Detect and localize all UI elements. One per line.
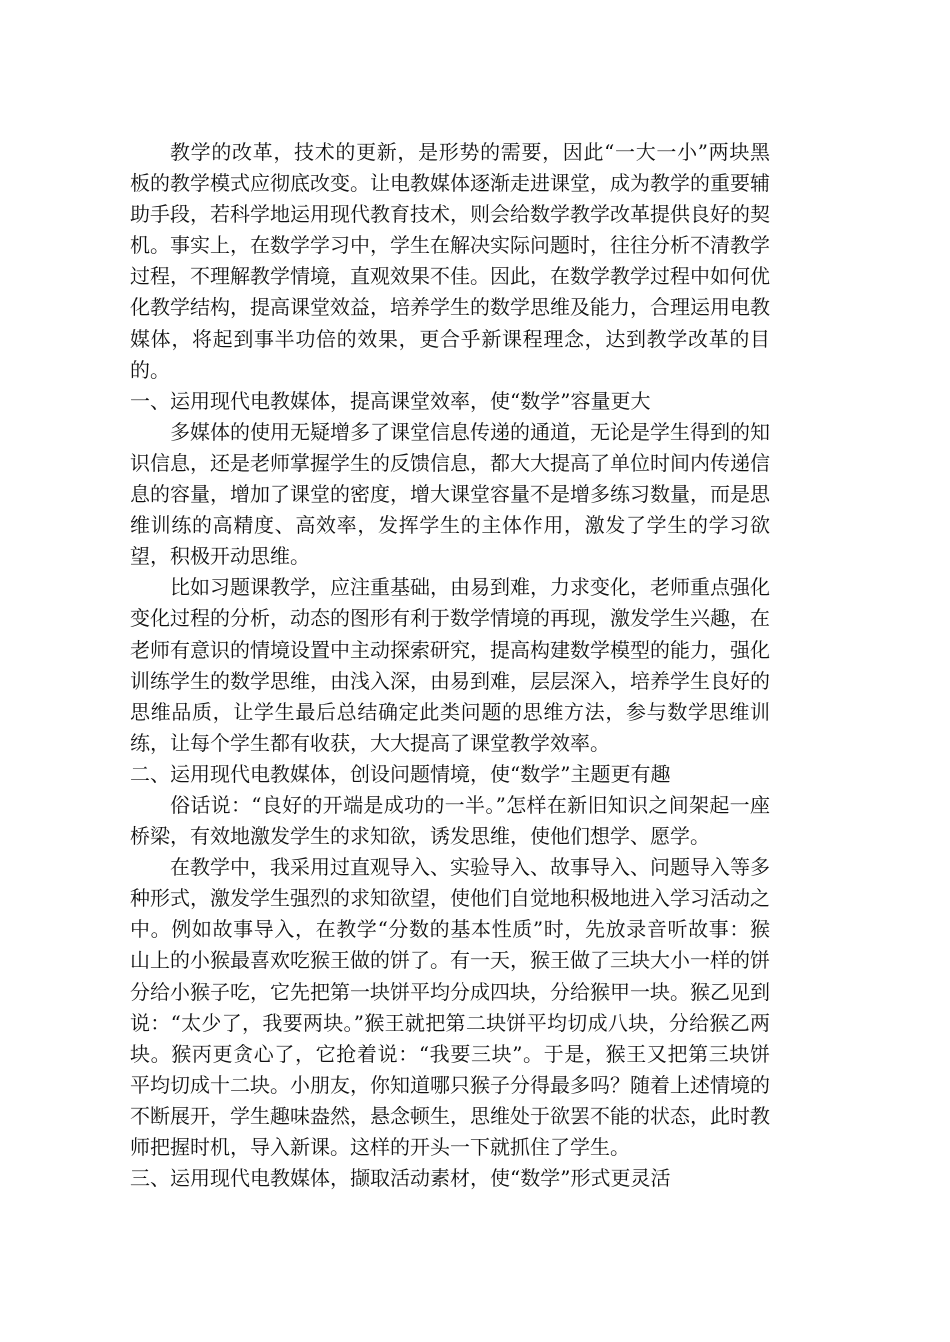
section-heading-3: 三、运用现代电教媒体，撷取活动素材，使“数学”形式更灵活 — [130, 1166, 671, 1191]
document-body — [130, 137, 770, 1194]
section-heading-2: 二、运用现代电教媒体，创设问题情境，使“数学”主题更有趣 — [130, 761, 671, 786]
paragraph-intro: 教学的改革，技术的更新，是形势的需要，因此“一大一小”两块黑板的教学模式应彻底改变。让电教媒体逐渐走进课堂，成为教学的重要辅助手段，若科学地运用现代教育技术，则会给数学教学改革提供良好的契机。事实上，在数学学习中，学生在解决实际问题时，往往分析不清教学过程，不理解教学情境，直观效果不佳。因此，在数学教学过程中如何优化教学结构，提高课堂效益，培养学生的数学思维及能力，合理运用电教媒体，将起到事半功倍的效果，更合乎新课程理念，达到教学改革的目的。 — [130, 140, 770, 382]
paragraph-section-2-b: 在教学中，我采用过直观导入、实验导入、故事导入、问题导入等多种形式，激发学生强烈的求知欲望，使他们自觉地积极地进入学习活动之中。例如故事导入，在教学“分数的基本性质”时，先放录音听故事：猴山上的小猴最喜欢吃猴王做的饼了。有一天，猴王做了三块大小一样的饼分给小猴子吃，它先把第一块饼平均分成四块，分给猴甲一块。猴乙见到说：“太少了，我要两块。”猴王就把第二块饼平均切成八块，分给猴乙两块。猴丙更贪心了，它抢着说：“我要三块”。于是，猴王又把第三块饼平均切成十二块。小朋友，你知道哪只猴子分得最多吗？随着上述情境的不断展开，学生趣味盎然，悬念顿生，思维处于欲罢不能的状态，此时教师把握时机，导入新课。这样的开头一下就抓住了学生。 — [130, 855, 770, 1159]
section-heading-1: 一、运用现代电教媒体，提高课堂效率，使“数学”容量更大 — [130, 388, 651, 413]
paragraph-section-1-a: 多媒体的使用无疑增多了课堂信息传递的通道，无论是学生得到的知识信息，还是老师掌握学生的反馈信息，都大大提高了单位时间内传递信息的容量，增加了课堂的密度，增大课堂容量不是增多练习数量，而是思维训练的高精度、高效率，发挥学生的主体作用，激发了学生的学习欲望，积极开动思维。 — [130, 419, 770, 569]
paragraph-section-1-b: 比如习题课教学，应注重基础，由易到难，力求变化，老师重点强化变化过程的分析，动态的图形有利于数学情境的再现，激发学生兴趣，在老师有意识的情境设置中主动探索研究，提高构建数学模型的能力，强化训练学生的数学思维，由浅入深，由易到难，层层深入，培养学生良好的思维品质，让学生最后总结确定此类问题的思维方法，参与数学思维训练，让每个学生都有收获，大大提高了课堂教学效率。 — [130, 575, 770, 755]
paragraph-section-2-a: 俗话说：“良好的开端是成功的一半。”怎样在新旧知识之间架起一座桥梁，有效地激发学生的求知欲，诱发思维，使他们想学、愿学。 — [130, 792, 770, 849]
